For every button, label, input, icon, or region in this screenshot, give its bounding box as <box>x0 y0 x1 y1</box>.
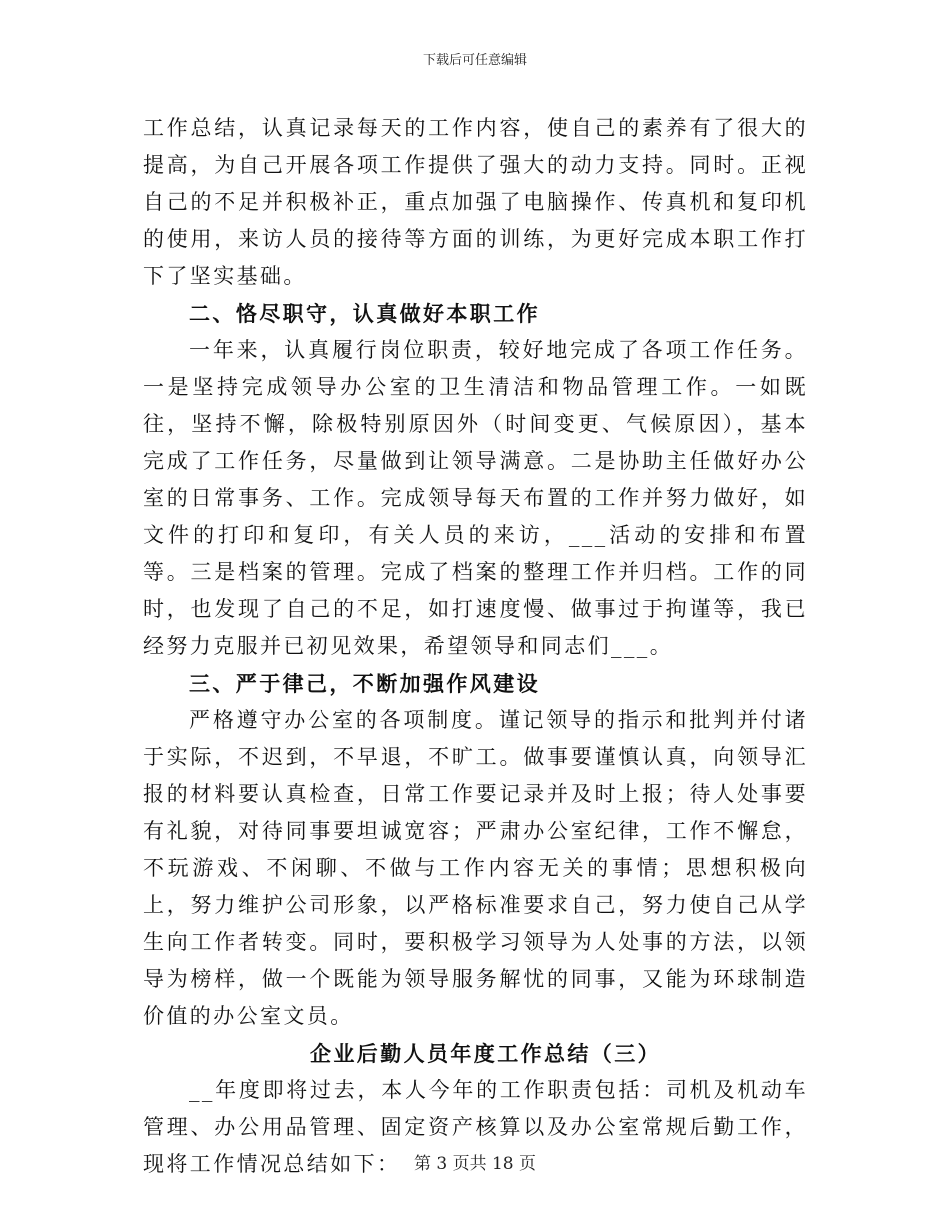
section-heading-2: 二、恪尽职守，认真做好本职工作 <box>189 301 540 326</box>
paragraph-duties: 一年来，认真履行岗位职责，较好地完成了各项工作任务。一是坚持完成领导办公室的卫生清洁和物品管理工作。一如既往，坚持不懈，除极特别原因外（时间变更、气候原因），基本完成了工作任务，尽量做到让领导满意。二是协助主任做好办公室的日常事务、工作。完成领导每天布置的工作并努力做好，如文件的打印和复印，有关人员的来访，___活动的安排和布置等。三是档案的管理。完成了档案的整理工作并归档。工作的同时，也发现了自己的不足，如打速度慢、做事过于拘谨等，我已经努力克服并已初见效果，希望领导和同志们___。 <box>143 338 808 658</box>
page-header-note: 下载后可任意编辑 <box>422 53 527 68</box>
document-body <box>143 110 808 1183</box>
document-section-title: 企业后勤人员年度工作总结（三） <box>310 1041 661 1066</box>
section-heading-3: 三、严于律己，不断加强作风建设 <box>189 671 540 696</box>
paragraph-discipline: 严格遵守办公室的各项制度。谨记领导的指示和批判并付诸于实际，不迟到，不早退，不旷工。做事要谨慎认真，向领导汇报的材料要认真检查，日常工作要记录并及时上报；待人处事要有礼貌，对待同事要坦诚宽容；严肃办公室纪律，工作不懈怠，不玩游戏、不闲聊、不做与工作内容无关的事情；思想积极向上，努力维护公司形象，以严格标准要求自己，努力使自己从学生向工作者转变。同时，要积极学习领导为人处事的方法，以领导为榜样，做一个既能为领导服务解忧的同事，又能为环球制造价值的办公室文员。 <box>143 708 808 1028</box>
paragraph-intro: 工作总结，认真记录每天的工作内容，使自己的素养有了很大的提高，为自己开展各项工作提供了强大的动力支持。同时。正视自己的不足并积极补正，重点加强了电脑操作、传真机和复印机的使用，来访人员的接待等方面的训练，为更好完成本职工作打下了坚实基础。 <box>143 116 808 288</box>
page-number-footer: 第 3 页共 18 页 <box>413 1154 537 1174</box>
paragraph-annual-intro: __年度即将过去，本人今年的工作职责包括：司机及机动车管理、办公用品管理、固定资产核算以及办公室常规后勤工作，现将工作情况总结如下： <box>143 1078 808 1176</box>
